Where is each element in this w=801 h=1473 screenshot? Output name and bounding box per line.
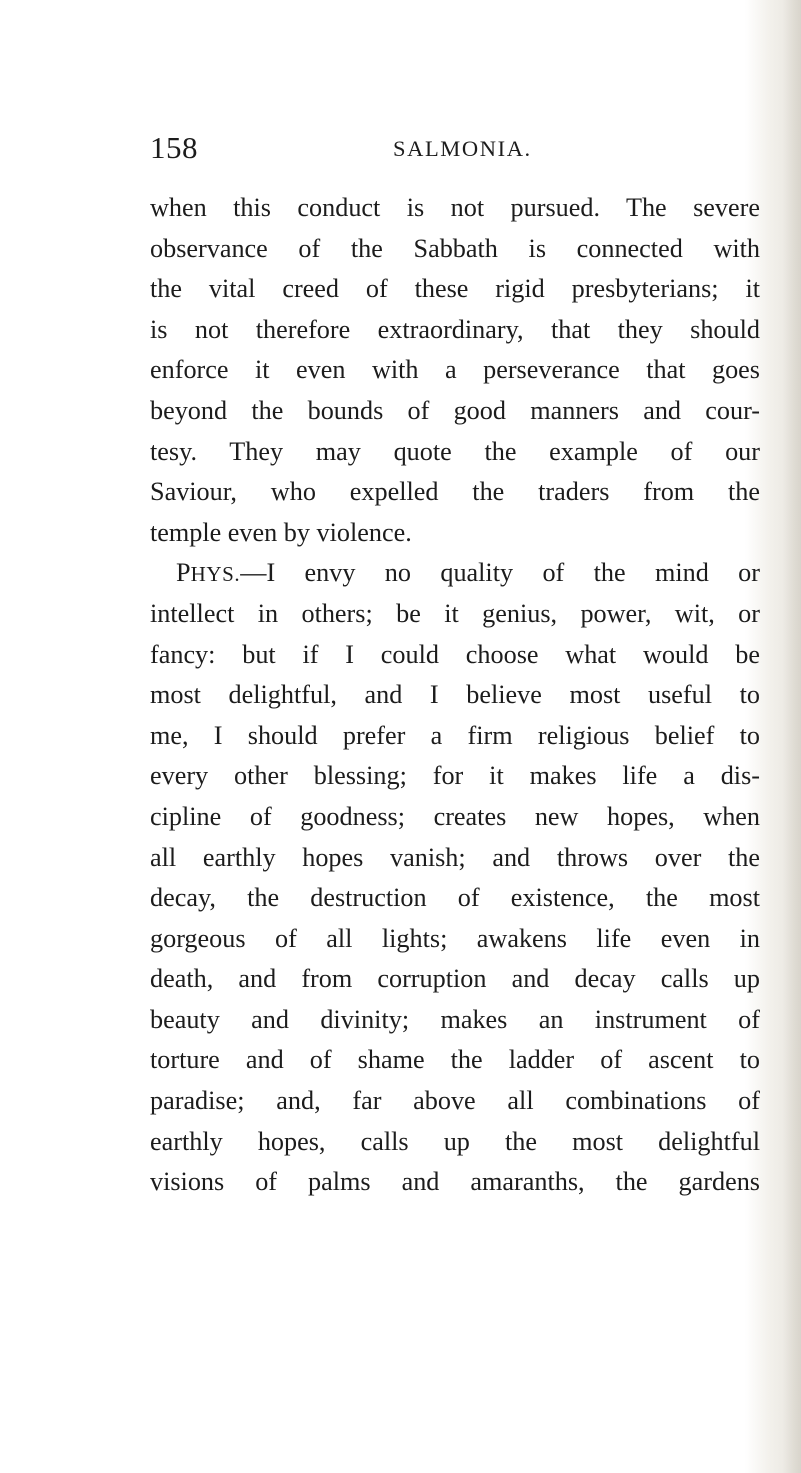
body-text — [150, 188, 760, 1203]
text-line: me, I should prefer a firm religious belief to — [150, 720, 760, 750]
speaker-line-text: —I envy no quality of the mind or — [240, 558, 760, 588]
text-line: cipline of goodness; creates new hopes, when — [150, 801, 760, 831]
text-line: observance of the Sabbath is connected with — [150, 233, 760, 263]
page-edge-shadow — [783, 0, 801, 1473]
text-line: beyond the bounds of good manners and cour- — [150, 395, 760, 425]
speaker-line — [150, 553, 760, 594]
text-line: paradise; and, far above all combinations of — [150, 1086, 760, 1116]
text-line: every other blessing; for it makes life a dis- — [150, 761, 760, 791]
text-line: when this conduct is not pursued. The severe — [150, 193, 760, 222]
text-line: beauty and divinity; makes an instrument of — [150, 1004, 760, 1034]
text-line: intellect in others; be it genius, power, wit, or — [150, 598, 760, 628]
text-line: the vital creed of these rigid presbyterians; it — [150, 274, 760, 304]
text-line: gorgeous of all lights; awakens life even in — [150, 923, 760, 953]
running-head — [150, 128, 770, 168]
text-line: most delightful, and I believe most useful to — [150, 680, 760, 710]
text-line: temple even by violence. — [150, 517, 412, 547]
page-number: 158 — [150, 130, 198, 165]
running-title: SALMONIA. — [393, 136, 532, 161]
speaker-initial: P — [176, 558, 191, 588]
text-line: all earthly hopes vanish; and throws over the — [150, 842, 760, 872]
text-line: visions of palms and amaranths, the gardens — [150, 1167, 760, 1197]
speaker-name-smallcaps: HYS. — [190, 562, 241, 587]
text-line: death, and from corruption and decay calls up — [150, 964, 760, 994]
text-line: tesy. They may quote the example of our — [150, 436, 760, 466]
text-line: Saviour, who expelled the traders from the — [150, 477, 760, 507]
text-line: decay, the destruction of existence, the most — [150, 883, 760, 913]
text-line: torture and of shame the ladder of ascent to — [150, 1045, 760, 1075]
text-line: is not therefore extraordinary, that they should — [150, 314, 760, 344]
text-line: fancy: but if I could choose what would be — [150, 639, 760, 669]
text-line: earthly hopes, calls up the most delightful — [150, 1126, 760, 1156]
text-line: enforce it even with a perseverance that goes — [150, 355, 760, 385]
